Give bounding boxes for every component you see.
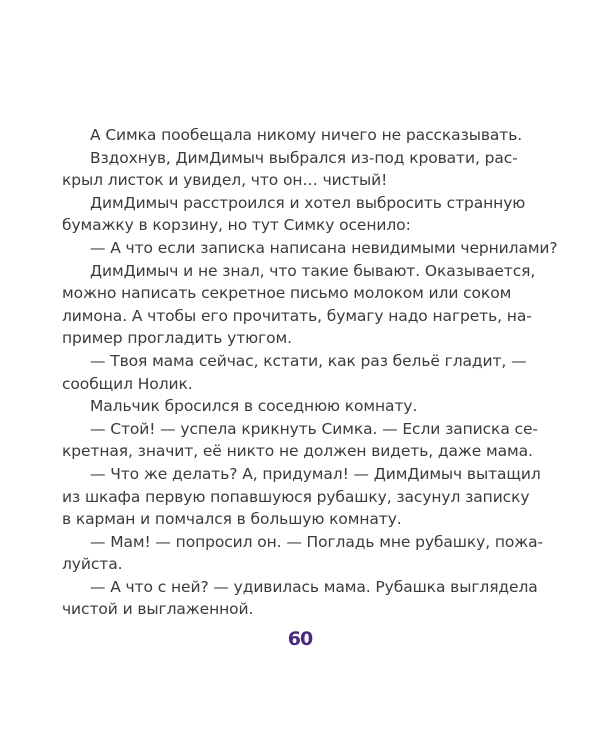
text-line: крыл листок и увидел, что он… чистый! — [62, 171, 388, 190]
text-line: кретная, значит, её никто не должен видеть, даже мама. — [62, 442, 533, 461]
text-line: сообщил Нолик. — [62, 374, 193, 393]
text-line: можно написать секретное письмо молоком или соком — [62, 284, 512, 303]
text-line: луйста. — [62, 555, 123, 574]
text-line: Вздохнув, ДимДимыч выбрался из-под кровати, рас- — [90, 148, 518, 167]
text-line: — А что если записка написана невидимыми чернилами? — [90, 238, 558, 257]
text-line: Мальчик бросился в соседнюю комнату. — [90, 397, 418, 416]
body-text — [62, 124, 558, 621]
text-line: ДимДимыч и не знал, что такие бывают. Оказывается, — [90, 261, 536, 280]
text-line: бумажку в корзину, но тут Симку осенило: — [62, 216, 411, 235]
text-line: ДимДимыч расстроился и хотел выбросить странную — [90, 193, 526, 212]
text-line: в карман и помчался в большую комнату. — [62, 510, 402, 529]
text-line: — А что с ней? — удивилась мама. Рубашка выглядела — [90, 577, 538, 596]
text-line: чистой и выглаженной. — [62, 600, 254, 619]
text-line: из шкафа первую попавшуюся рубашку, засунул записку — [62, 487, 530, 506]
page-number: 60 — [287, 628, 313, 650]
text-line: пример прогладить утюгом. — [62, 329, 292, 348]
text-line: — Что же делать? А, придумал! — ДимДимыч вытащил — [90, 464, 541, 483]
text-line: — Мам! — попросил он. — Погладь мне рубашку, пожа- — [90, 532, 544, 551]
text-line: — Стой! — успела крикнуть Симка. — Если записка се- — [90, 419, 538, 438]
text-line: А Симка пообещала никому ничего не рассказывать. — [90, 126, 523, 144]
text-line: лимона. А чтобы его прочитать, бумагу надо нагреть, на- — [62, 306, 532, 325]
text-line: — Твоя мама сейчас, кстати, как раз бельё гладит, — — [90, 351, 527, 370]
